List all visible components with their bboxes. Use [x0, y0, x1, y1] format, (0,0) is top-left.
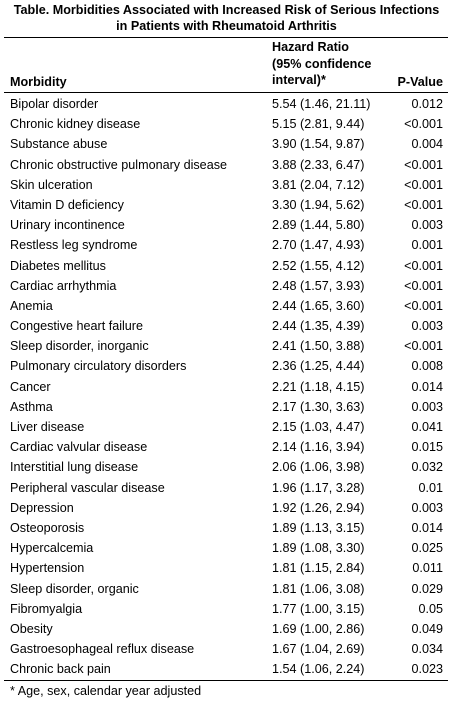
table-row [0, 114, 453, 134]
hazard-ratio-cell: 1.89 (1.13, 3.15) [272, 520, 365, 535]
p-value-cell: 0.041 [411, 420, 443, 434]
morbidity-cell: Urinary incontinence [10, 218, 125, 233]
hazard-ratio-cell: 1.67 (1.04, 2.69) [272, 642, 365, 657]
hazard-ratio-header [272, 39, 392, 89]
hazard-ratio-cell: 3.88 (2.33, 6.47) [272, 157, 365, 172]
p-value-cell: 0.011 [412, 561, 443, 576]
morbidity-cell: Hypertension [10, 561, 85, 576]
footnote: * Age, sex, calendar year adjusted [10, 684, 202, 698]
morbidity-cell: Osteoporosis [10, 520, 85, 535]
table-row [0, 296, 453, 316]
table-row [0, 256, 453, 276]
table-row [0, 195, 453, 215]
morbidity-cell: Peripheral vascular disease [10, 480, 165, 495]
hazard-ratio-cell: 2.48 (1.57, 3.93) [272, 278, 365, 293]
top-rule [4, 37, 448, 38]
p-value-cell: 0.032 [411, 460, 443, 475]
morbidity-cell: Obesity [10, 621, 53, 636]
table-row [0, 599, 453, 619]
p-value-cell: <0.001 [404, 278, 443, 293]
hazard-ratio-cell: 5.15 (2.81, 9.44) [272, 117, 365, 132]
morbidity-cell: Cancer [10, 379, 51, 394]
morbidity-cell: Chronic kidney disease [10, 117, 141, 132]
hazard-ratio-cell: 3.81 (2.04, 7.12) [272, 177, 365, 192]
morbidity-cell: Skin ulceration [10, 177, 93, 192]
hazard-ratio-header-line-1: Hazard Ratio [272, 40, 349, 54]
hazard-ratio-cell: 2.70 (1.47, 4.93) [272, 238, 365, 253]
p-value-cell: <0.001 [404, 339, 443, 354]
morbidity-cell: Hypercalcemia [10, 541, 94, 556]
p-value-header: P-Value [397, 75, 443, 89]
hazard-ratio-cell: 1.54 (1.06, 2.24) [272, 662, 365, 677]
table-row [0, 437, 453, 457]
p-value-cell: 0.004 [411, 137, 443, 152]
p-value-cell: 0.029 [411, 581, 443, 596]
p-value-cell: <0.001 [404, 177, 443, 192]
p-value-cell: 0.034 [411, 642, 443, 657]
table-row [0, 235, 453, 255]
hazard-ratio-header-line-2: (95% confidence [272, 56, 372, 71]
hazard-ratio-cell: 1.96 (1.17, 3.28) [272, 480, 365, 495]
morbidity-cell: Sleep disorder, organic [10, 581, 139, 596]
p-value-cell: 0.015 [411, 440, 443, 455]
morbidity-cell: Sleep disorder, inorganic [10, 339, 149, 354]
hazard-ratio-cell: 2.44 (1.35, 4.39) [272, 319, 365, 334]
morbidity-cell: Congestive heart failure [10, 319, 144, 334]
p-value-cell: <0.001 [404, 298, 443, 313]
morbidity-cell: Chronic obstructive pulmonary disease [10, 157, 227, 172]
morbidity-header: Morbidity [10, 75, 67, 89]
table-row [0, 478, 453, 498]
hazard-ratio-cell: 2.36 (1.25, 4.44) [272, 359, 365, 374]
table-row [0, 639, 453, 659]
p-value-cell: 0.008 [411, 359, 443, 374]
hazard-ratio-header-line-3: interval)* [272, 73, 326, 87]
table-row [0, 215, 453, 235]
morbidity-cell: Liver disease [10, 420, 85, 434]
table-row [0, 659, 453, 679]
table-row [0, 538, 453, 558]
morbidity-cell: Restless leg syndrome [10, 238, 138, 253]
p-value-cell: <0.001 [404, 117, 443, 132]
table-row [0, 397, 453, 417]
p-value-cell: 0.003 [411, 319, 443, 334]
table-row [0, 175, 453, 195]
hazard-ratio-cell: 2.52 (1.55, 4.12) [272, 258, 365, 273]
morbidity-cell: Gastroesophageal reflux disease [10, 642, 195, 657]
hazard-ratio-cell: 2.14 (1.16, 3.94) [272, 440, 365, 455]
p-value-cell: 0.014 [411, 379, 443, 394]
table-body [0, 94, 453, 679]
table-row [0, 579, 453, 599]
hazard-ratio-cell: 5.54 (1.46, 21.11) [272, 97, 371, 111]
hazard-ratio-cell: 2.21 (1.18, 4.15) [272, 379, 365, 394]
morbidity-cell: Vitamin D deficiency [10, 197, 124, 212]
hazard-ratio-cell: 1.81 (1.15, 2.84) [272, 561, 365, 576]
table-row [0, 155, 453, 175]
morbidity-cell: Chronic back pain [10, 662, 111, 677]
morbidity-cell: Diabetes mellitus [10, 258, 106, 273]
table-row [0, 276, 453, 296]
morbidity-cell: Interstitial lung disease [10, 460, 139, 475]
hazard-ratio-cell: 2.17 (1.30, 3.63) [272, 399, 365, 414]
p-value-cell: 0.003 [411, 218, 443, 233]
p-value-cell: 0.05 [418, 601, 443, 616]
table-row [0, 498, 453, 518]
p-value-cell: 0.014 [411, 520, 443, 535]
hazard-ratio-cell: 1.77 (1.00, 3.15) [272, 601, 365, 616]
p-value-cell: <0.001 [404, 157, 443, 172]
table-row [0, 558, 453, 578]
hazard-ratio-cell: 1.69 (1.00, 2.86) [272, 621, 365, 636]
table-row [0, 134, 453, 154]
table-title-line-1: Table. Morbidities Associated with Increased Risk of Serious Infections [13, 3, 440, 17]
hazard-ratio-cell: 2.44 (1.65, 3.60) [272, 298, 365, 313]
bottom-rule [4, 680, 448, 681]
p-value-cell: 0.012 [411, 97, 443, 111]
table-title [0, 2, 453, 34]
table-row [0, 94, 453, 114]
hazard-ratio-cell: 2.06 (1.06, 3.98) [272, 460, 365, 475]
hazard-ratio-cell: 2.89 (1.44, 5.80) [272, 218, 365, 233]
p-value-cell: 0.003 [411, 399, 443, 414]
p-value-cell: 0.023 [411, 662, 443, 677]
hazard-ratio-cell: 1.81 (1.06, 3.08) [272, 581, 365, 596]
morbidity-cell: Cardiac valvular disease [10, 440, 148, 455]
hazard-ratio-cell: 2.15 (1.03, 4.47) [272, 420, 365, 434]
p-value-cell: 0.025 [411, 541, 443, 556]
morbidity-cell: Depression [10, 500, 74, 515]
table-row [0, 518, 453, 538]
morbidity-cell: Fibromyalgia [10, 601, 83, 616]
table-row [0, 377, 453, 397]
table-row [0, 336, 453, 356]
p-value-cell: 0.003 [411, 500, 443, 515]
p-value-cell: 0.049 [411, 621, 443, 636]
morbidity-cell: Pulmonary circulatory disorders [10, 359, 187, 374]
morbidity-cell: Cardiac arrhythmia [10, 278, 117, 293]
morbidity-cell: Asthma [10, 399, 53, 414]
table-row [0, 356, 453, 376]
morbidity-cell: Bipolar disorder [10, 97, 99, 111]
morbidity-cell: Substance abuse [10, 137, 108, 152]
p-value-cell: <0.001 [404, 197, 443, 212]
hazard-ratio-cell: 3.90 (1.54, 9.87) [272, 137, 365, 152]
table-row [0, 316, 453, 336]
morbidity-cell: Anemia [10, 298, 53, 313]
hazard-ratio-cell: 3.30 (1.94, 5.62) [272, 197, 365, 212]
p-value-cell: <0.001 [404, 258, 443, 273]
p-value-cell: 0.001 [411, 238, 443, 253]
hazard-ratio-cell: 1.89 (1.08, 3.30) [272, 541, 365, 556]
table-row [0, 619, 453, 639]
table-title-line-2: in Patients with Rheumatoid Arthritis [116, 19, 337, 33]
table-row [0, 417, 453, 437]
table-row [0, 457, 453, 477]
header-rule [4, 92, 448, 93]
hazard-ratio-cell: 2.41 (1.50, 3.88) [272, 339, 365, 354]
p-value-cell: 0.01 [418, 480, 443, 495]
hazard-ratio-cell: 1.92 (1.26, 2.94) [272, 500, 365, 515]
